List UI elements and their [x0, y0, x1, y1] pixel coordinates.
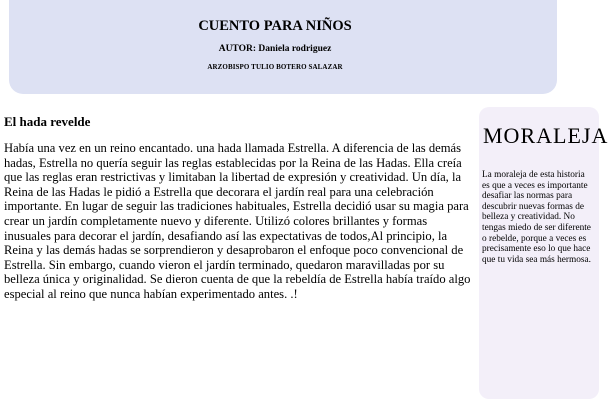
author-line: AUTOR: Daniela rodriguez — [218, 44, 332, 54]
moral-text: La moraleja de esta historia es que a veces es importante desafiar las normas para descubrir nuevas formas de belleza y creatividad. No tengas miedo de ser diferente o rebelde, porque a veces es precisamente eso lo que hace que tu vida sea más hermosa. — [482, 170, 591, 265]
school-name: ARZOBISPO TULIO BOTERO SALAZAR — [207, 63, 343, 71]
story-title: El hada revelde — [4, 114, 91, 129]
header-content — [9, 18, 541, 72]
moral-title: MORALEJA — [483, 123, 608, 148]
story-text: Había una vez en un reino encantado. una hada llamada Estrella. A diferencia de las demás hadas, Estrella no quería seguir las reglas establecidas por la Reina de las Hadas. Ella creía que las reglas eran restrictivas y limitaban la libertad de expresión y creatividad. Un día, la Reina de las Hadas le pidió a Estrella que decorara el jardín real para una celebración importante. En lugar de seguir las tradiciones habituales, Estrella decidió usar su magia para crear un jardín completamente nuevo y diferente. Utilizó colores brillantes y formas inusuales para decorar el jardín, desafiando así las expectativas de todos,Al principio, la Reina y las demás hadas se sorprendieron y desaprobaron el enfoque poco convencional de Estrella. Sin embargo, cuando vieron el jardín terminado, quedaron maravilladas por su belleza única y originalidad. Se dieron cuenta de que la rebeldía de Estrella había traído algo especial al reino que nunca habían experimentado antes. .! — [4, 141, 471, 301]
moral-panel — [479, 107, 608, 399]
story-section — [4, 114, 476, 302]
page-title: CUENTO PARA NIÑOS — [198, 18, 352, 34]
header-banner — [9, 0, 557, 94]
